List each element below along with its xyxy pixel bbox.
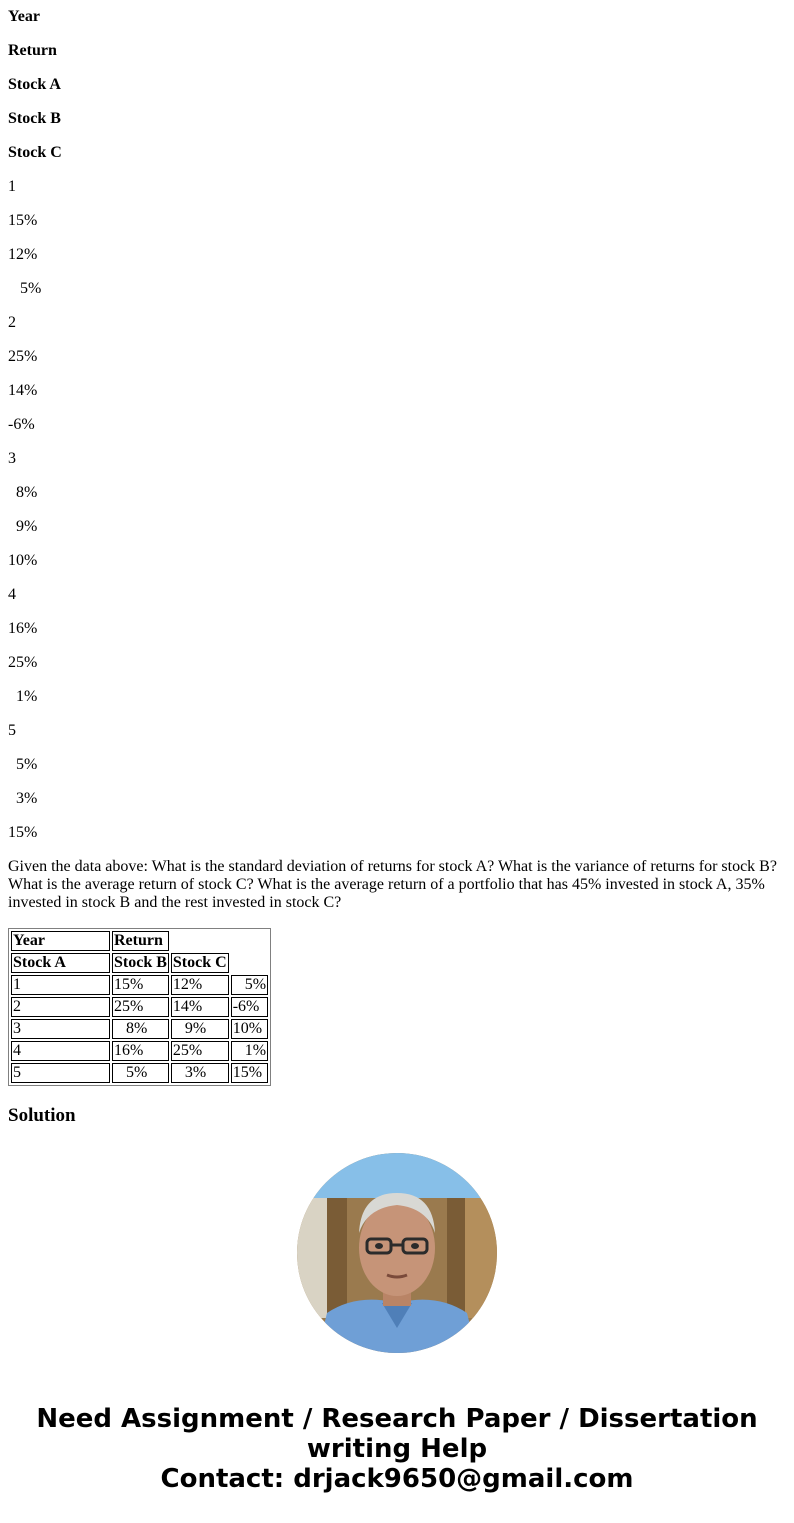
table-cell-year: 2 xyxy=(11,997,110,1017)
table-cell-c: -6% xyxy=(231,997,268,1017)
list-year-header: Year xyxy=(8,8,40,25)
table-row xyxy=(11,1019,268,1039)
list-stock-c-value: 15% xyxy=(8,824,38,841)
table-header-row xyxy=(11,931,268,951)
table-cell-year: 5 xyxy=(11,1063,110,1083)
list-stock-b-value: 25% xyxy=(8,654,38,671)
list-stock-c-value: 10% xyxy=(8,552,38,569)
list-stock-a-header: Stock A xyxy=(8,76,61,93)
table-cell-b: 14% xyxy=(171,997,229,1017)
table-cell-a: 16% xyxy=(112,1041,169,1061)
list-stock-c-value: -6% xyxy=(8,416,35,433)
solution-heading: Solution xyxy=(8,1105,76,1126)
table-cell-year: 1 xyxy=(11,975,110,995)
table-empty-cell xyxy=(231,953,268,973)
table-cell-a: 5% xyxy=(112,1063,169,1083)
promo-line-1: Need Assignment / Research Paper / Dissertation xyxy=(36,1404,758,1434)
table-empty-cell xyxy=(171,931,229,951)
table-cell-b: 25% xyxy=(171,1041,229,1061)
table-cell-a: 25% xyxy=(112,997,169,1017)
list-stock-c-value: 5% xyxy=(8,280,42,297)
list-year-value: 3 xyxy=(8,450,16,467)
table-row xyxy=(11,975,268,995)
table-cell-b: 12% xyxy=(171,975,229,995)
table-row xyxy=(11,1041,268,1061)
table-cell-year: 4 xyxy=(11,1041,110,1061)
list-year-value: 4 xyxy=(8,586,16,603)
table-stock-b-header: Stock B xyxy=(114,954,167,971)
table-year-header: Year xyxy=(11,931,110,951)
promo-banner xyxy=(0,1404,794,1494)
promo-line-2: writing Help xyxy=(306,1434,488,1464)
list-stock-a-value: 5% xyxy=(8,756,38,773)
table-row xyxy=(11,997,268,1017)
list-year-value: 5 xyxy=(8,722,16,739)
list-stock-c-value: 1% xyxy=(8,688,38,705)
table-cell-b: 3% xyxy=(171,1063,229,1083)
table-cell-c: 10% xyxy=(231,1019,268,1039)
table-header-row xyxy=(11,953,268,973)
list-stock-b-value: 9% xyxy=(8,518,38,535)
table-cell-c: 15% xyxy=(231,1063,268,1083)
list-stock-a-value: 15% xyxy=(8,212,38,229)
list-stock-b-value: 12% xyxy=(8,246,38,263)
table-stock-a-header: Stock A xyxy=(11,953,110,973)
list-stock-a-value: 25% xyxy=(8,348,38,365)
table-cell-b: 9% xyxy=(171,1019,229,1039)
list-return-header: Return xyxy=(8,42,57,59)
author-photo xyxy=(297,1153,497,1353)
list-stock-c-header: Stock C xyxy=(8,144,62,161)
list-stock-b-header: Stock B xyxy=(8,110,61,127)
table-row xyxy=(11,1063,268,1083)
returns-table xyxy=(8,928,271,1086)
list-stock-b-value: 3% xyxy=(8,790,38,807)
list-stock-b-value: 14% xyxy=(8,382,38,399)
list-stock-a-value: 16% xyxy=(8,620,38,637)
table-cell-a: 15% xyxy=(112,975,169,995)
table-empty-cell xyxy=(231,931,268,951)
table-stock-c-header: Stock C xyxy=(172,954,227,971)
table-cell-a: 8% xyxy=(112,1019,169,1039)
table-cell-c: 5% xyxy=(232,976,267,993)
list-stock-a-value: 8% xyxy=(8,484,38,501)
table-cell-year: 3 xyxy=(11,1019,110,1039)
author-portrait-image xyxy=(297,1153,497,1353)
table-cell-c: 1% xyxy=(232,1042,267,1059)
question-text: Given the data above: What is the standard deviation of returns for stock A? What is the variance of returns for stock B? What is the average return of stock C? What is the average return of a portfolio that has 45% invested in stock A, 35% invested in stock B and the rest invested in stock C? xyxy=(8,858,777,911)
list-year-value: 2 xyxy=(8,314,16,331)
promo-contact: Contact: drjack9650@gmail.com xyxy=(160,1464,634,1494)
list-year-value: 1 xyxy=(8,178,16,195)
table-return-header: Return xyxy=(112,931,169,951)
